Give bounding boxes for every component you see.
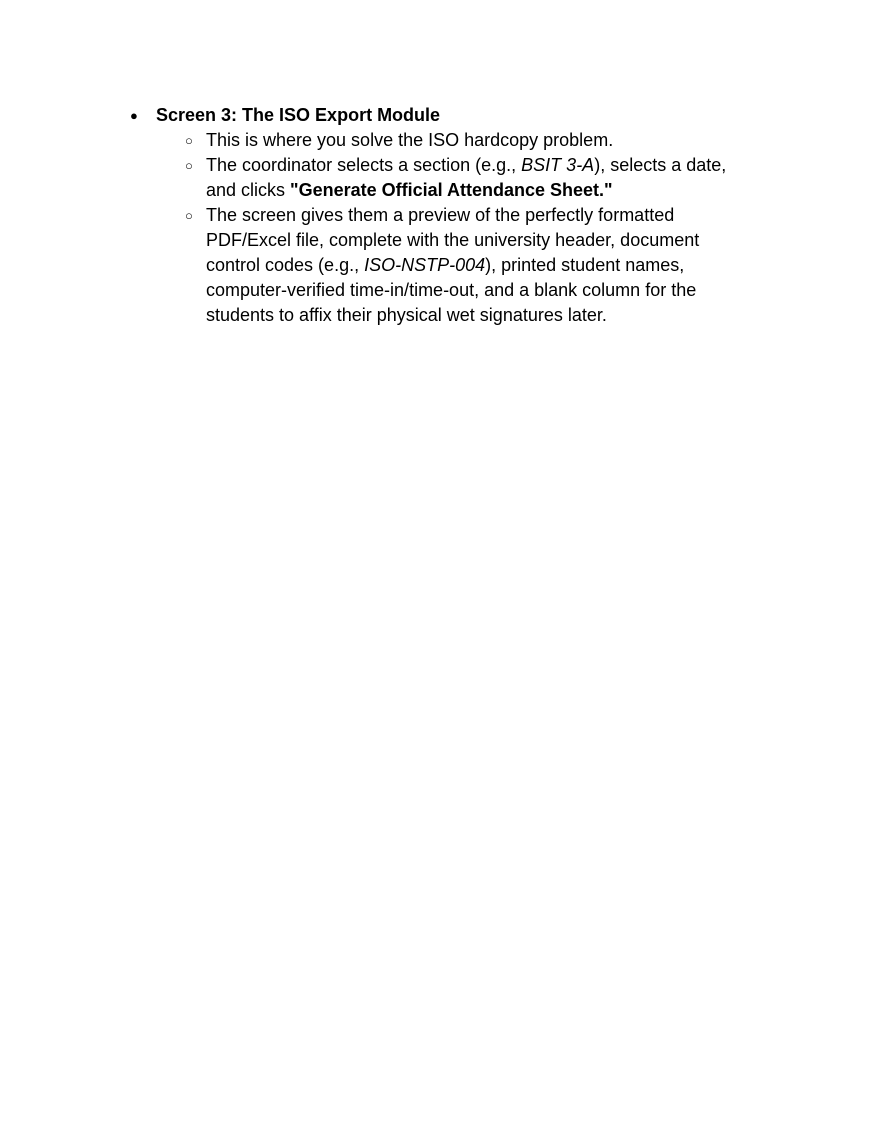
filled-bullet-icon: ●: [130, 108, 138, 123]
document-code-example: ISO-NSTP-004: [364, 255, 486, 275]
hollow-bullet-icon: ○: [185, 208, 193, 223]
sub-item-text: This is where you solve the ISO hardcopy problem.: [206, 130, 614, 150]
sub-bullet-list: [128, 128, 788, 328]
hollow-bullet-icon: ○: [185, 158, 193, 173]
text-segment: ), printed student names, computer-verified time-in/time-out, and a blank column for the students to affix their physical wet signatures later.: [206, 255, 697, 325]
list-item-screen-3: [128, 103, 788, 128]
section-heading: Screen 3: The ISO Export Module: [156, 105, 441, 125]
sub-list-item: [173, 203, 788, 328]
text-segment: The screen gives them a preview of the perfectly formatted PDF/Excel file, complete with the university header, document control codes (e.g.,: [206, 205, 700, 275]
sub-list-item: [173, 128, 788, 153]
sub-item-text: [206, 203, 754, 328]
button-name-emphasis: "Generate Official Attendance Sheet.": [290, 180, 613, 200]
bullet-list: [128, 103, 788, 328]
sub-list-item: [173, 153, 788, 203]
sub-item-text: [206, 153, 754, 203]
text-segment: The coordinator selects a section (e.g.,: [206, 155, 522, 175]
hollow-bullet-icon: ○: [185, 133, 193, 148]
section-example: BSIT 3-A: [521, 155, 595, 175]
text-segment: ), selects a date, and clicks: [206, 155, 727, 200]
